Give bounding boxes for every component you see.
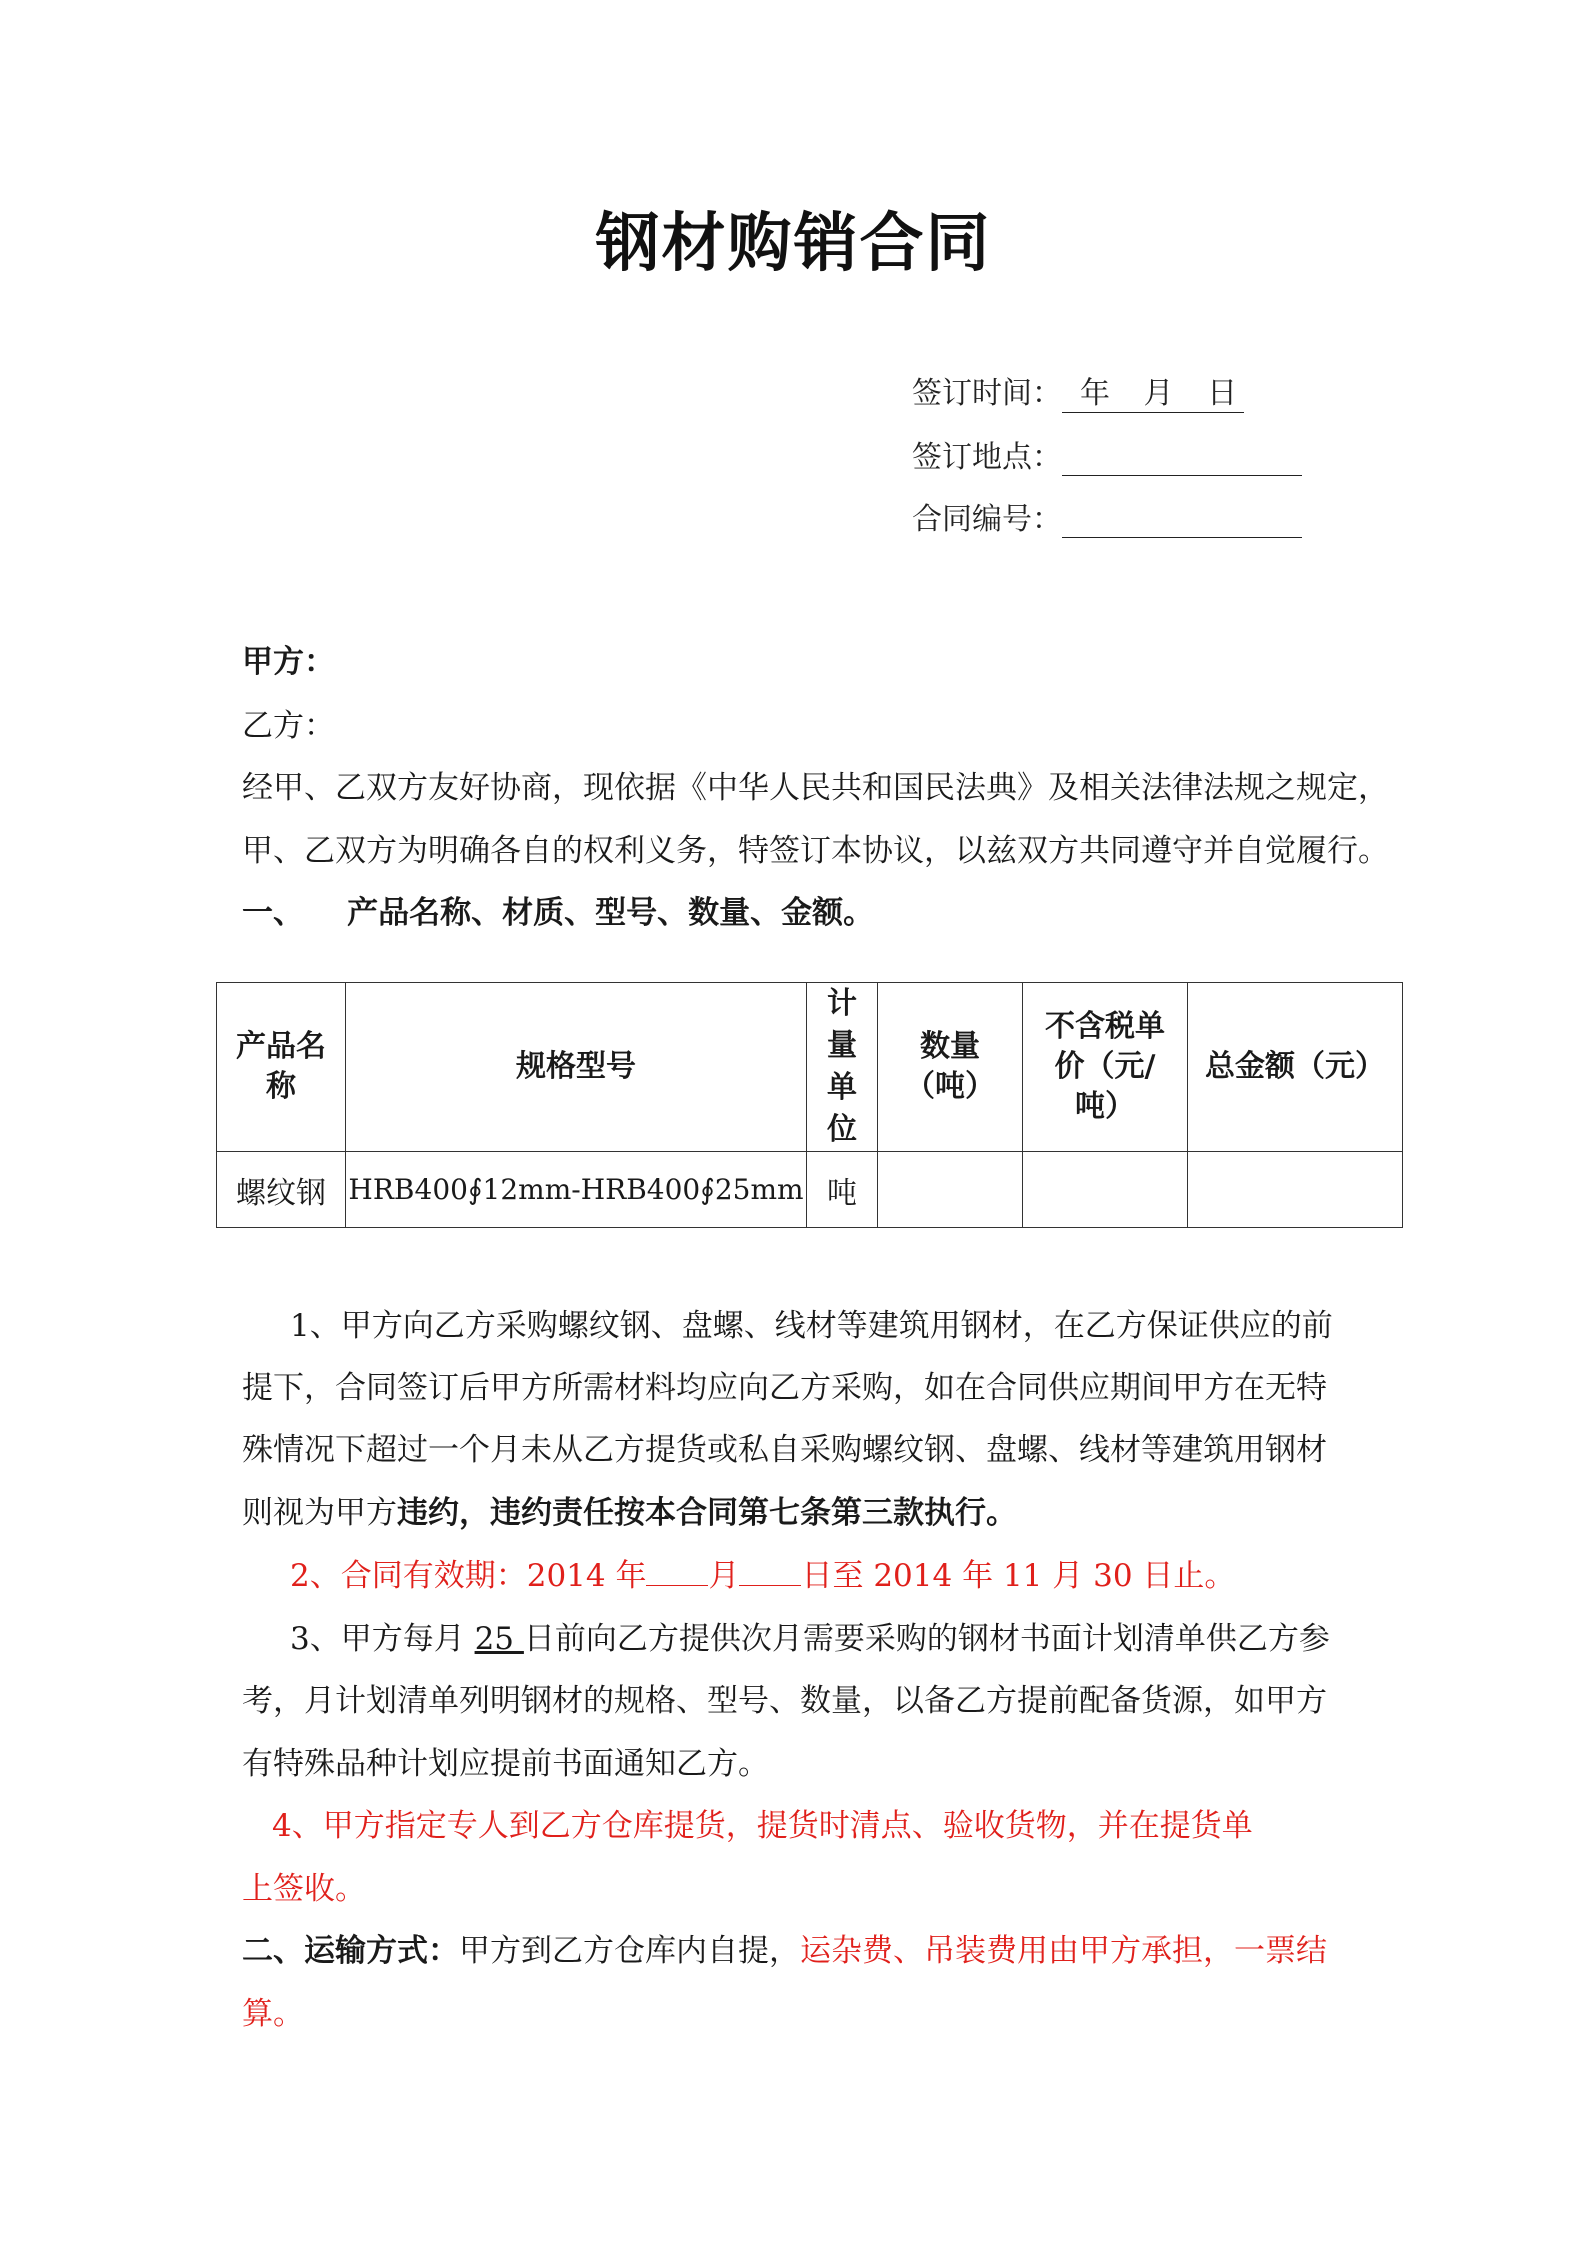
contract-no-field[interactable] <box>1062 503 1302 538</box>
clause-1-line-2: 提下，合同签订后甲方所需材料均应向乙方采购，如在合同供应期间甲方在无特 <box>242 1370 1327 1406</box>
clause-4-line-2: 上签收。 <box>242 1871 366 1907</box>
clause-1-line-4-normal: 则视为甲方 <box>242 1495 397 1531</box>
cell-unit-price[interactable] <box>1023 1152 1188 1228</box>
header-quantity: 数量 （吨） <box>878 983 1023 1152</box>
clause-3-line-1 <box>290 1619 1330 1659</box>
sign-place-row <box>912 432 1302 476</box>
cell-unit: 吨 <box>807 1152 878 1228</box>
party-a-label: 甲方： <box>242 644 335 680</box>
document-title: 钢材购销合同 <box>595 207 992 281</box>
clause-3-line-3: 有特殊品种计划应提前书面通知乙方。 <box>242 1746 769 1782</box>
sign-place-field[interactable] <box>1062 441 1302 476</box>
cell-spec: HRB400∮12mm-HRB400∮25mm <box>346 1152 807 1228</box>
clause-1-line-4 <box>242 1493 1017 1533</box>
clause-3-line-1-b: 日前向乙方提供次月需要采购的钢材书面计划清单供乙方参 <box>523 1621 1330 1657</box>
clause-2-part-3: 日至 2014 年 11 月 30 日止。 <box>801 1558 1236 1594</box>
clause-1-line-1: 1、甲方向乙方采购螺纹钢、盘螺、线材等建筑用钢材，在乙方保证供应的前 <box>290 1308 1333 1344</box>
table-row <box>217 1152 1403 1228</box>
clause-2-day-blank[interactable] <box>739 1559 801 1586</box>
header-unit-price: 不含税单 价（元/ 吨） <box>1023 983 1188 1152</box>
sign-place-label: 签订地点： <box>912 440 1062 475</box>
intro-line-2: 甲、乙双方为明确各自的权利义务，特签订本协议，以兹双方共同遵守并自觉履行。 <box>242 833 1389 869</box>
clause-3-line-2: 考，月计划清单列明钢材的规格、型号、数量，以备乙方提前配备货源，如甲方 <box>242 1683 1327 1719</box>
section-2-line-2: 算。 <box>242 1996 304 2032</box>
sign-time-row <box>912 368 1244 413</box>
sign-time-field[interactable]: 年 月 日 <box>1062 368 1244 413</box>
header-product-name: 产品名 称 <box>217 983 346 1152</box>
clause-3-line-1-a: 3、甲方每月 <box>290 1621 475 1657</box>
sign-time-label: 签订时间： <box>912 376 1062 411</box>
clause-2-part-1: 2、合同有效期：2014 年 <box>290 1558 647 1594</box>
clause-4-line-1: 4、甲方指定专人到乙方仓库提货，提货时清点、验收货物，并在提货单 <box>272 1808 1253 1844</box>
clause-1-line-3: 殊情况下超过一个月未从乙方提货或私自采购螺纹钢、盘螺、线材等建筑用钢材 <box>242 1432 1327 1468</box>
table-header-row <box>217 983 1403 1152</box>
header-total: 总金额（元） <box>1188 983 1403 1152</box>
section-1-heading: 一、 产品名称、材质、型号、数量、金额。 <box>242 895 875 931</box>
section-2-line-1 <box>242 1931 1327 1971</box>
intro-line-1: 经甲、乙双方友好协商，现依据《中华人民共和国民法典》及相关法律法规之规定， <box>242 770 1389 806</box>
product-table <box>216 982 1403 1228</box>
clause-3-day: 25 <box>474 1621 524 1657</box>
header-unit: 计 量 单 位 <box>807 983 878 1152</box>
contract-no-row <box>912 494 1302 538</box>
cell-product-name: 螺纹钢 <box>217 1152 346 1228</box>
clause-2 <box>290 1556 1235 1596</box>
section-2-normal: 甲方到乙方仓库内自提， <box>459 1933 800 1969</box>
cell-quantity[interactable] <box>878 1152 1023 1228</box>
clause-1-line-4-bold: 违约，违约责任按本合同第七条第三款执行。 <box>397 1495 1017 1531</box>
section-2-heading: 二、运输方式： <box>242 1933 459 1969</box>
contract-no-label: 合同编号： <box>912 502 1062 537</box>
clause-2-month-blank[interactable] <box>646 1559 708 1586</box>
clause-2-part-2: 月 <box>708 1558 740 1594</box>
section-2-red: 运杂费、吊装费用由甲方承担，一票结 <box>800 1933 1327 1969</box>
party-b-label: 乙方： <box>242 708 335 744</box>
cell-total[interactable] <box>1188 1152 1403 1228</box>
header-spec: 规格型号 <box>346 983 807 1152</box>
